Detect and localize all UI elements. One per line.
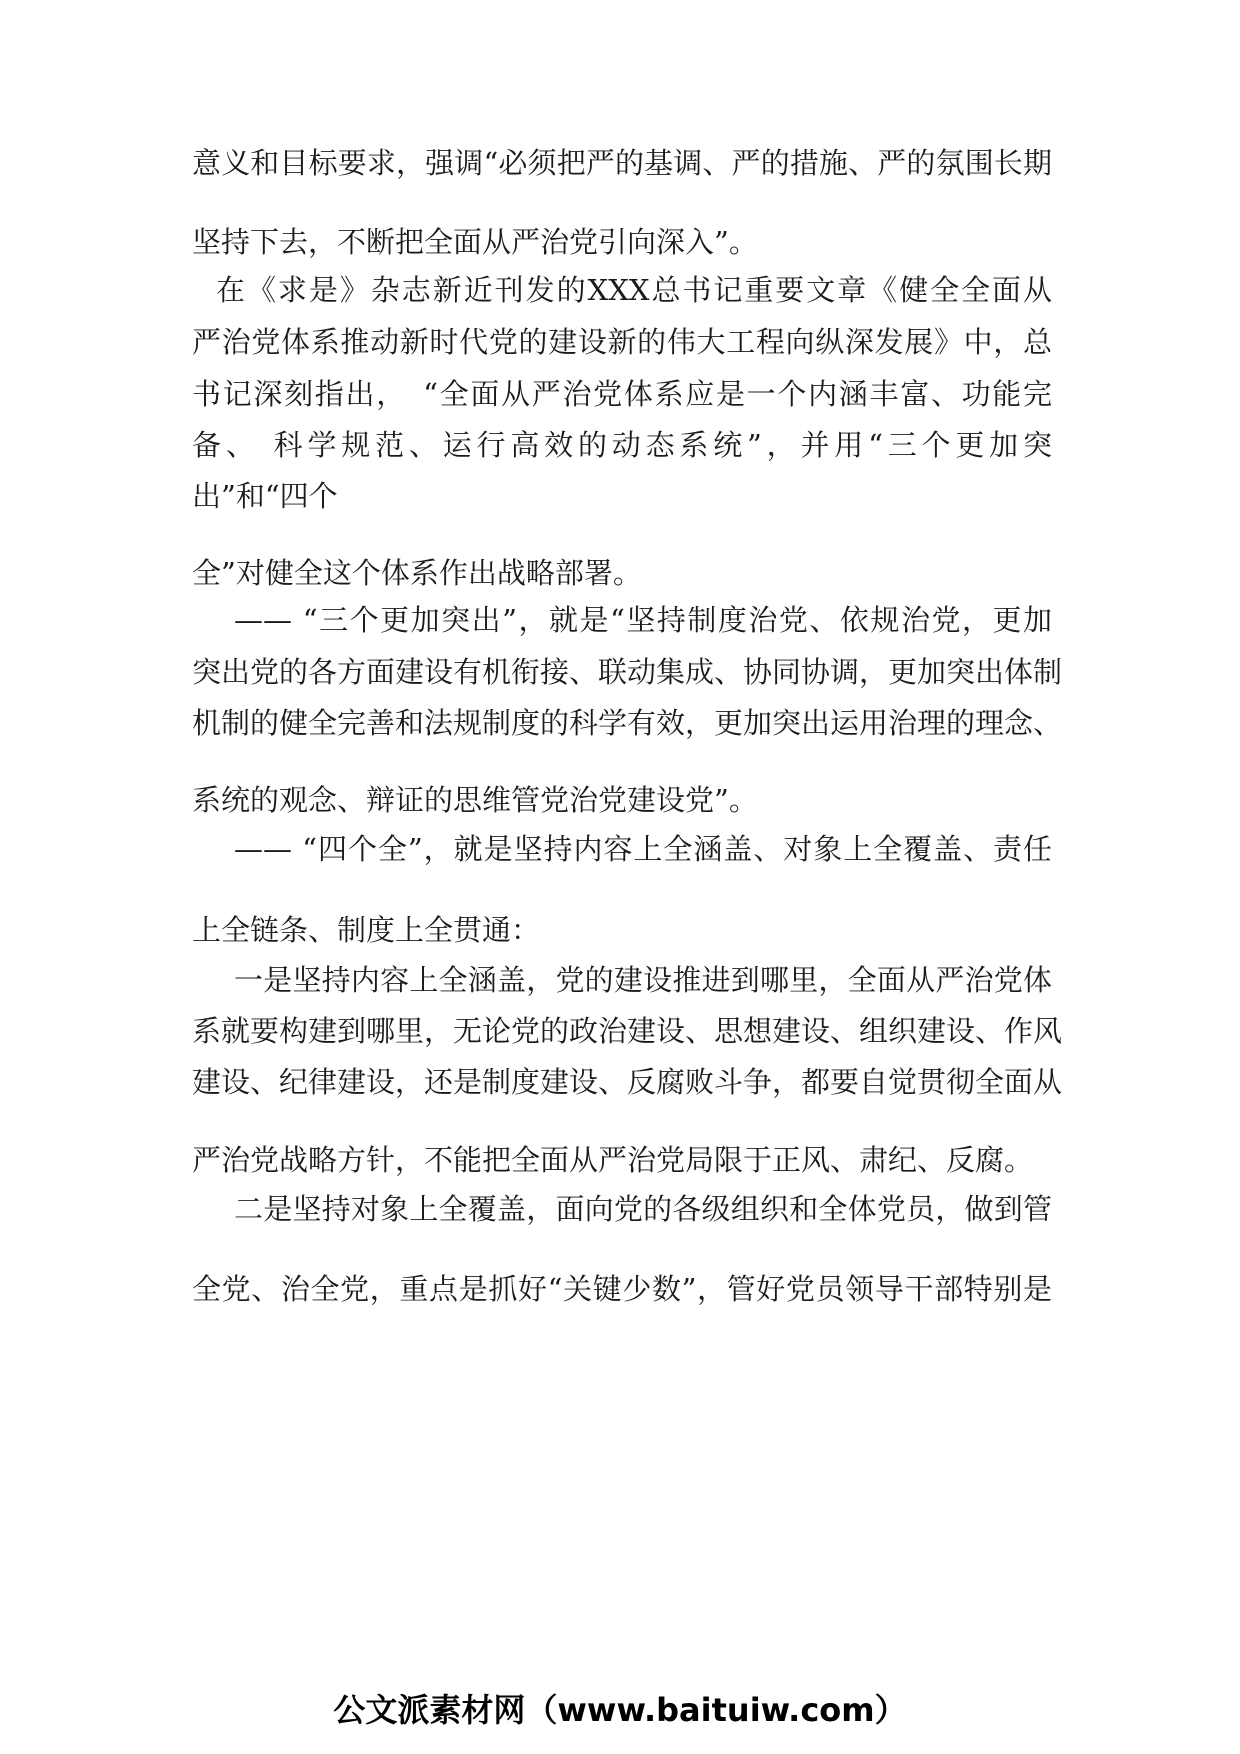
text-line-9: —— “三个更加突出”，就是“坚持制度治党、依规治党，更加 xyxy=(234,603,1052,637)
text-line-18: 严治党战略方针，不能把全面从严治党局限于正风、肃纪、反腐。 xyxy=(192,1143,1034,1177)
text-line-7: 出”和“四个 xyxy=(192,479,338,513)
text-line-15: 一是坚持内容上全涵盖，党的建设推进到哪里，全面从严治党体 xyxy=(234,963,1052,997)
text-line-4: 严治党体系推动新时代党的建设新的伟大工程向纵深发展》中，总 xyxy=(192,325,1052,359)
site-footer: 公文派素材网（www.baituiw.com） xyxy=(333,1691,907,1729)
text-line-13: —— “四个全”，就是坚持内容上全涵盖、对象上全覆盖、责任 xyxy=(234,832,1052,866)
text-line-14: 上全链条、制度上全贯通： xyxy=(192,913,541,947)
text-line-17: 建设、纪律建设，还是制度建设、反腐败斗争，都要自觉贯彻全面从 xyxy=(192,1065,1063,1099)
text-line-2: 坚持下去，不断把全面从严治党引向深入”。 xyxy=(192,225,758,259)
text-line-6: 备、 科学规范、运行高效的动态系统”，并用“三个更加突 xyxy=(192,428,1052,462)
text-line-12: 系统的观念、辩证的思维管党治党建设党”。 xyxy=(192,783,758,817)
text-line-5: 书记深刻指出， “全面从严治党体系应是一个内涵丰富、功能完 xyxy=(192,377,1052,411)
text-line-20: 全党、治全党，重点是抓好“关键少数”，管好党员领导干部特别是 xyxy=(192,1272,1052,1306)
text-line-1: 意义和目标要求，强调“必须把严的基调、严的措施、严的氛围长期 xyxy=(192,146,1052,180)
text-line-3: 在《求是》杂志新近刊发的XXX总书记重要文章《健全全面从 xyxy=(216,273,1052,307)
text-line-19: 二是坚持对象上全覆盖，面向党的各级组织和全体党员，做到管 xyxy=(234,1192,1052,1226)
text-line-11: 机制的健全完善和法规制度的科学有效，更加突出运用治理的理念、 xyxy=(192,706,1063,740)
text-line-8: 全”对健全这个体系作出战略部署。 xyxy=(192,556,642,590)
text-line-10: 突出党的各方面建设有机衔接、联动集成、协同协调，更加突出体制 xyxy=(192,655,1063,689)
text-line-16: 系就要构建到哪里，无论党的政治建设、思想建设、组织建设、作风 xyxy=(192,1014,1063,1048)
